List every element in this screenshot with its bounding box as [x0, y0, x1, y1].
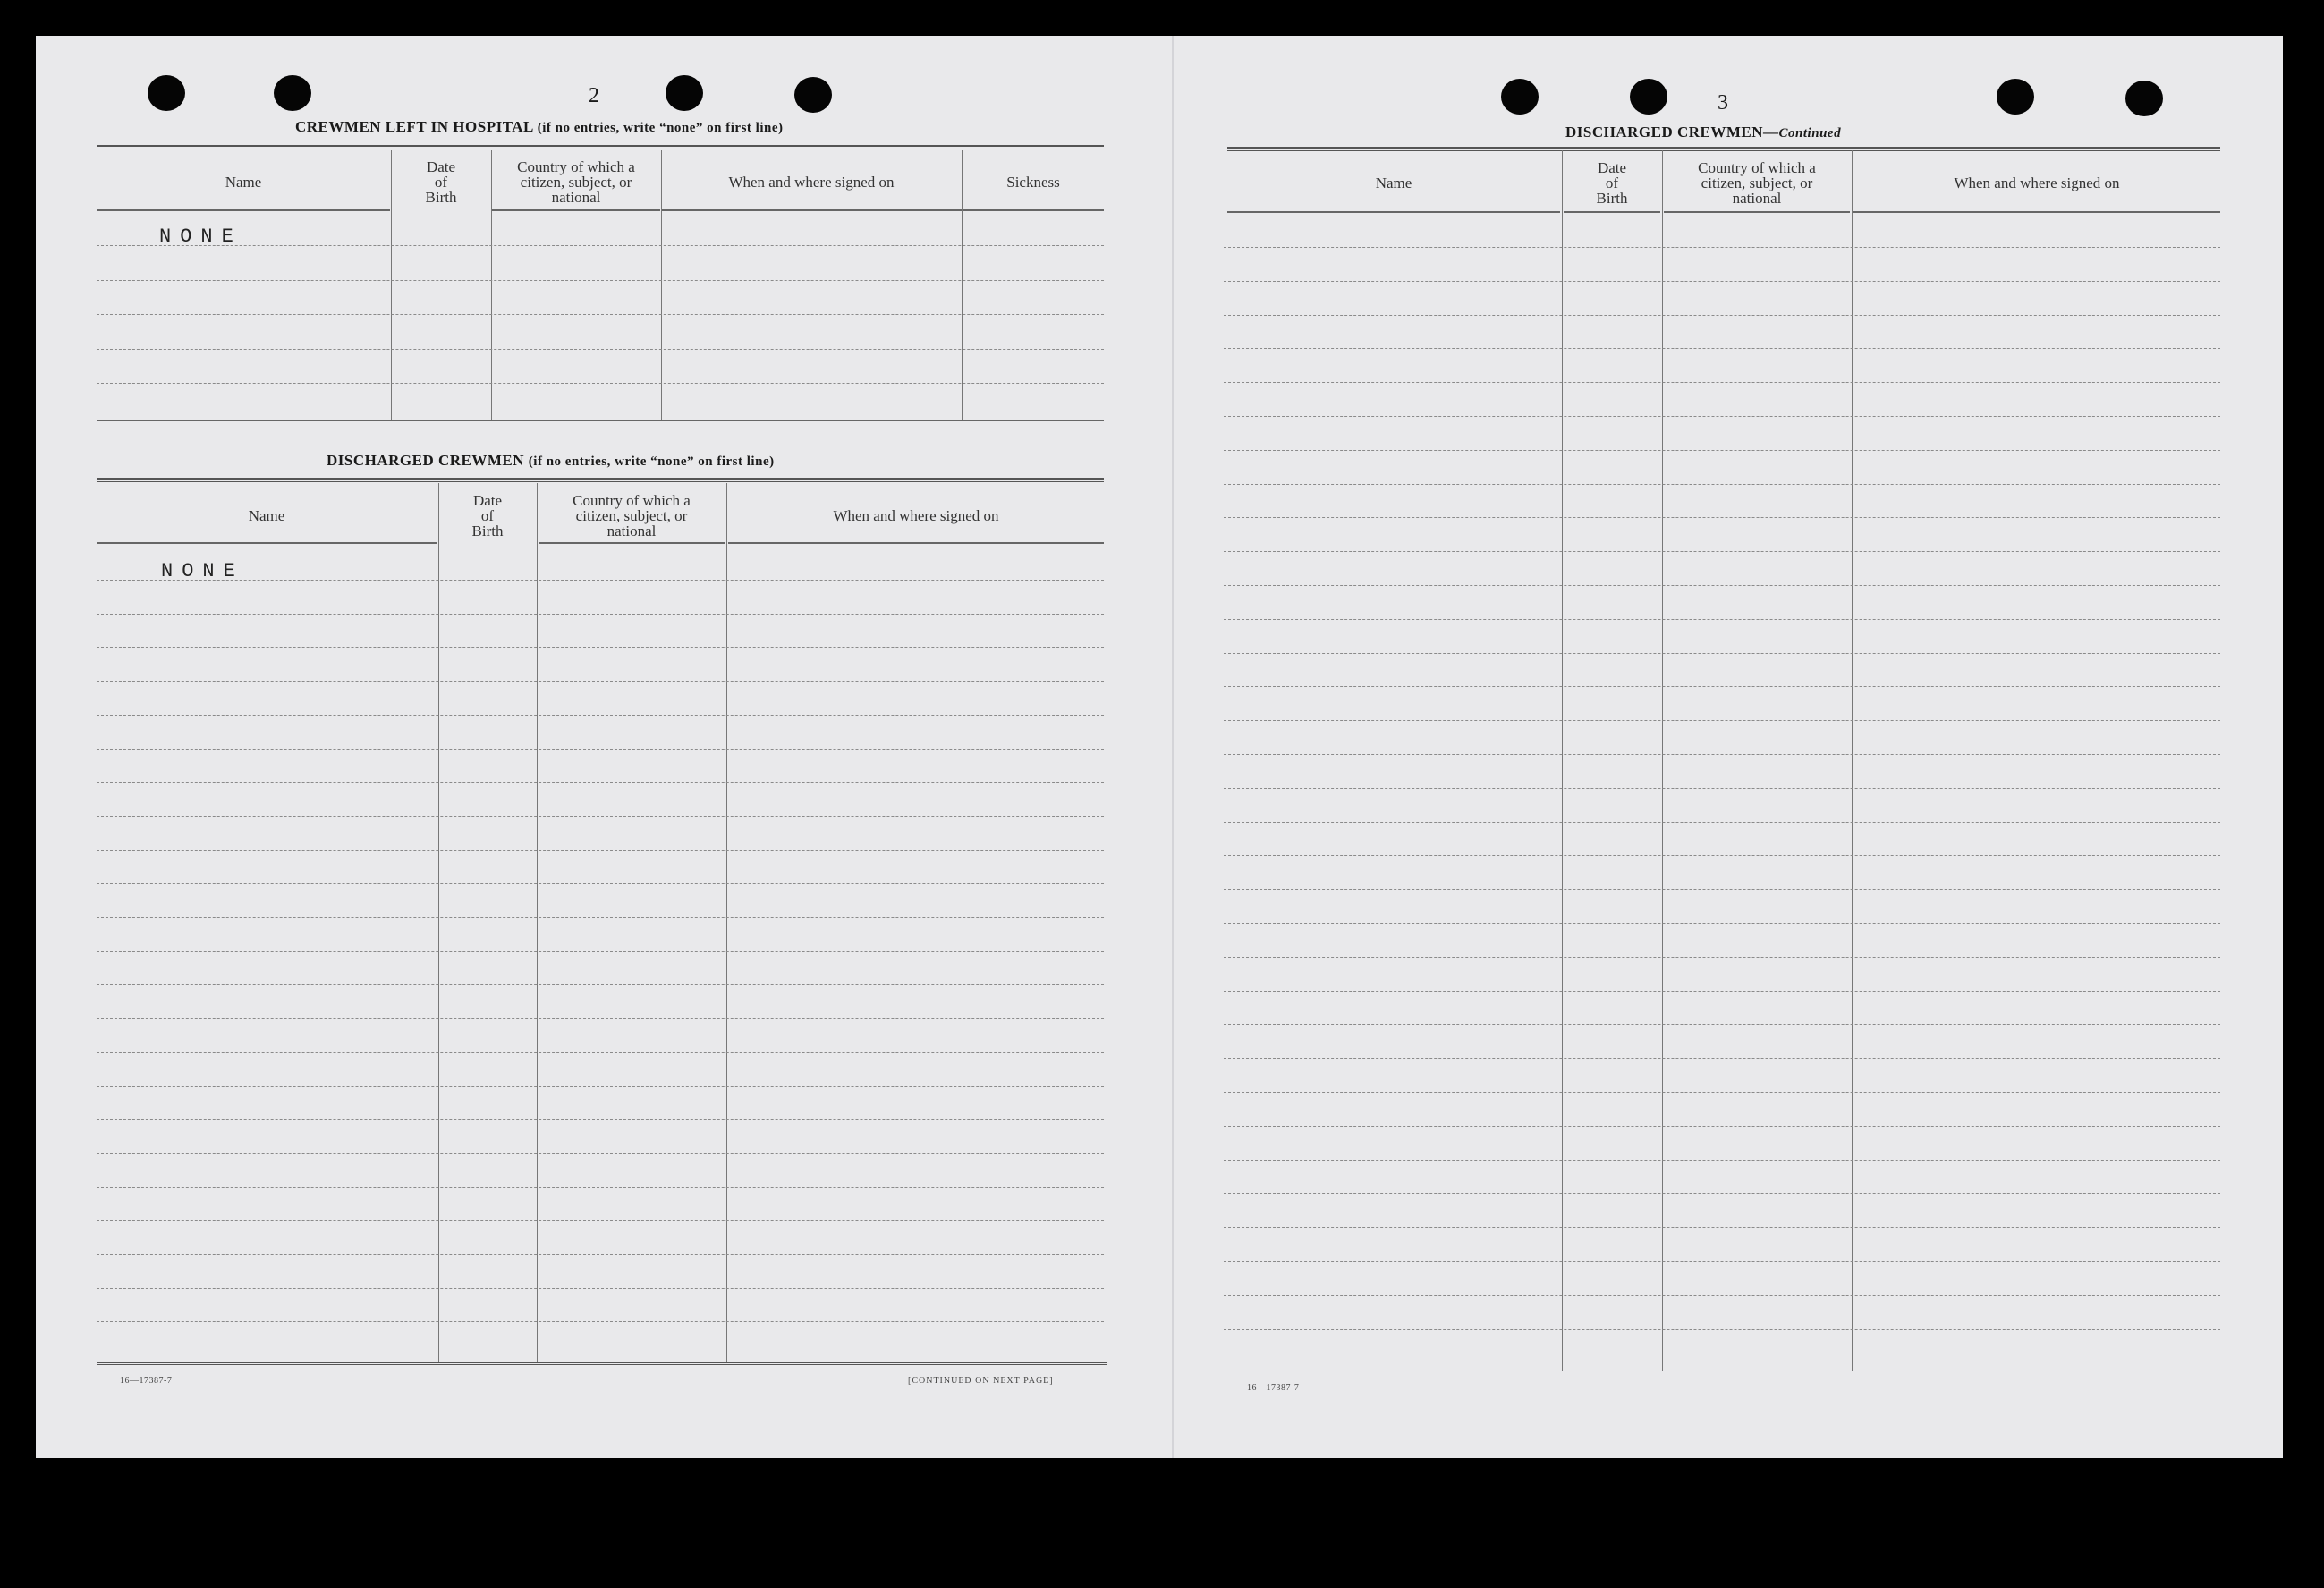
hospital-col-dob: Date of Birth: [425, 157, 457, 206]
continued-title-suffix: Continued: [1778, 126, 1842, 140]
ruled-line: [1224, 1160, 2220, 1161]
discharged-entry: NONE: [161, 560, 244, 582]
ruled-line: [1224, 1329, 2220, 1330]
ruled-line: [97, 1220, 1104, 1221]
ruled-line: [1224, 1126, 2220, 1127]
ruled-line: [1224, 720, 2220, 721]
page-number: 2: [589, 84, 599, 107]
ruled-line: [97, 280, 1104, 281]
discharged-note: (if no entries, write “none” on first line): [528, 454, 775, 469]
ruled-line: [97, 1321, 1104, 1322]
ruled-line: [97, 1119, 1104, 1120]
discharged-col-divider: [438, 483, 439, 1363]
ruled-line: [97, 984, 1104, 985]
ruled-line: [97, 1153, 1104, 1154]
ruled-line: [97, 1288, 1104, 1289]
discharged-title: DISCHARGED CREWMEN: [327, 452, 525, 469]
right-header-rule: [1664, 211, 1850, 213]
ruled-line: [1224, 686, 2220, 687]
ruled-line: [1224, 1092, 2220, 1093]
right-header-rule: [1853, 211, 2220, 213]
document-sheet: [36, 36, 2283, 1458]
discharged-col-country: Country of which a citizen, subject, or national: [573, 491, 691, 539]
ruled-line: [1224, 923, 2220, 924]
hospital-col-divider: [391, 150, 392, 420]
discharged-col-dob: Date of Birth: [471, 491, 504, 539]
ruled-line: [1224, 1261, 2220, 1262]
ruled-line: [1224, 991, 2220, 992]
ruled-line: [1224, 822, 2220, 823]
right-col-signed-on: When and where signed on: [1954, 174, 2120, 191]
ruled-line: [1224, 1058, 2220, 1059]
ruled-line: [1224, 788, 2220, 789]
ruled-line: [97, 383, 1104, 384]
right-col-divider: [1662, 150, 1663, 1371]
ruled-line: [97, 1018, 1104, 1019]
punch-hole: [1997, 79, 2034, 115]
ruled-line: [97, 782, 1104, 783]
right-col-name: Name: [1375, 174, 1412, 191]
hospital-header-rule: [492, 209, 660, 211]
ruled-line: [1224, 517, 2220, 518]
hospital-col-divider: [661, 150, 662, 420]
ruled-line: [97, 951, 1104, 952]
punch-hole: [1630, 79, 1667, 115]
hospital-note: (if no entries, write “none” on first line): [537, 121, 784, 135]
ruled-line: [97, 1254, 1104, 1255]
discharged-bottom-rule: [97, 1362, 1107, 1365]
right-header-rule: [1227, 211, 1560, 213]
hospital-section-title: [295, 118, 784, 136]
ruled-line: [97, 681, 1104, 682]
ruled-line: [1224, 754, 2220, 755]
hospital-col-country: Country of which a citizen, subject, or national: [517, 157, 635, 206]
ruled-line: [1224, 619, 2220, 620]
ruled-line: [1224, 484, 2220, 485]
form-code: 16—17387-7: [120, 1376, 173, 1386]
ruled-line: [1224, 247, 2220, 248]
ruled-line: [1224, 1227, 2220, 1228]
discharged-col-divider: [537, 483, 538, 1363]
ruled-line: [1224, 1295, 2220, 1296]
page-number: 3: [1718, 91, 1728, 115]
ruled-line: [97, 314, 1104, 315]
right-col-divider: [1852, 150, 1853, 1371]
ruled-line: [1224, 855, 2220, 856]
ruled-line: [1224, 653, 2220, 654]
ruled-line: [1224, 382, 2220, 383]
ruled-line: [1224, 1193, 2220, 1194]
ruled-line: [97, 245, 1104, 246]
hospital-header-rule: [662, 209, 1104, 211]
hospital-top-rule: [97, 145, 1104, 149]
right-col-divider: [1562, 150, 1563, 1371]
punch-hole: [274, 75, 311, 111]
hospital-header-rule: [97, 209, 390, 211]
hospital-col-divider: [491, 150, 492, 420]
page-fold: [1172, 36, 1174, 1458]
ruled-line: [1224, 450, 2220, 451]
ruled-line: [97, 614, 1104, 615]
hospital-entry: NONE: [159, 225, 242, 248]
continued-note: [CONTINUED ON NEXT PAGE]: [908, 1376, 1054, 1386]
hospital-col-divider: [962, 150, 963, 420]
ruled-line: [1224, 315, 2220, 316]
hospital-col-sickness: Sickness: [1006, 173, 1060, 191]
ruled-line: [97, 749, 1104, 750]
ruled-line: [1224, 551, 2220, 552]
discharged-col-name: Name: [248, 506, 285, 524]
ruled-line: [1224, 957, 2220, 958]
right-header-rule: [1564, 211, 1660, 213]
continued-section-title: [1565, 123, 1841, 141]
ruled-line: [97, 816, 1104, 817]
discharged-header-rule: [539, 542, 725, 544]
ruled-line: [97, 349, 1104, 350]
ruled-line: [1224, 348, 2220, 349]
punch-hole: [1501, 79, 1539, 115]
right-top-rule: [1227, 147, 2220, 151]
ruled-line: [1224, 416, 2220, 417]
ruled-line: [97, 1086, 1104, 1087]
ruled-line: [1224, 1024, 2220, 1025]
ruled-line: [97, 580, 1104, 581]
ruled-line: [97, 1187, 1104, 1188]
ruled-line: [97, 917, 1104, 918]
ruled-line: [1224, 585, 2220, 586]
ruled-line: [97, 647, 1104, 648]
hospital-bottom-rule: [97, 420, 1104, 421]
right-col-dob: Date of Birth: [1596, 158, 1628, 207]
discharged-col-signed-on: When and where signed on: [833, 506, 999, 524]
hospital-title: CREWMEN LEFT IN HOSPITAL: [295, 118, 533, 135]
hospital-col-name: Name: [225, 173, 262, 191]
ruled-line: [97, 1052, 1104, 1053]
form-code: 16—17387-7: [1247, 1383, 1300, 1393]
discharged-header-rule: [97, 542, 437, 544]
ruled-line: [97, 850, 1104, 851]
ruled-line: [1224, 281, 2220, 282]
punch-hole: [2125, 81, 2163, 116]
punch-hole: [794, 77, 832, 113]
discharged-section-title: [327, 452, 775, 470]
ruled-line: [97, 883, 1104, 884]
punch-hole: [666, 75, 703, 111]
ruled-line: [1224, 889, 2220, 890]
continued-title: DISCHARGED CREWMEN—: [1565, 123, 1779, 140]
discharged-top-rule: [97, 478, 1104, 482]
discharged-col-divider: [726, 483, 727, 1363]
discharged-header-rule: [728, 542, 1104, 544]
right-col-country: Country of which a citizen, subject, or national: [1698, 158, 1816, 207]
ruled-line: [97, 715, 1104, 716]
punch-hole: [148, 75, 185, 111]
hospital-col-signed-on: When and where signed on: [728, 173, 895, 191]
